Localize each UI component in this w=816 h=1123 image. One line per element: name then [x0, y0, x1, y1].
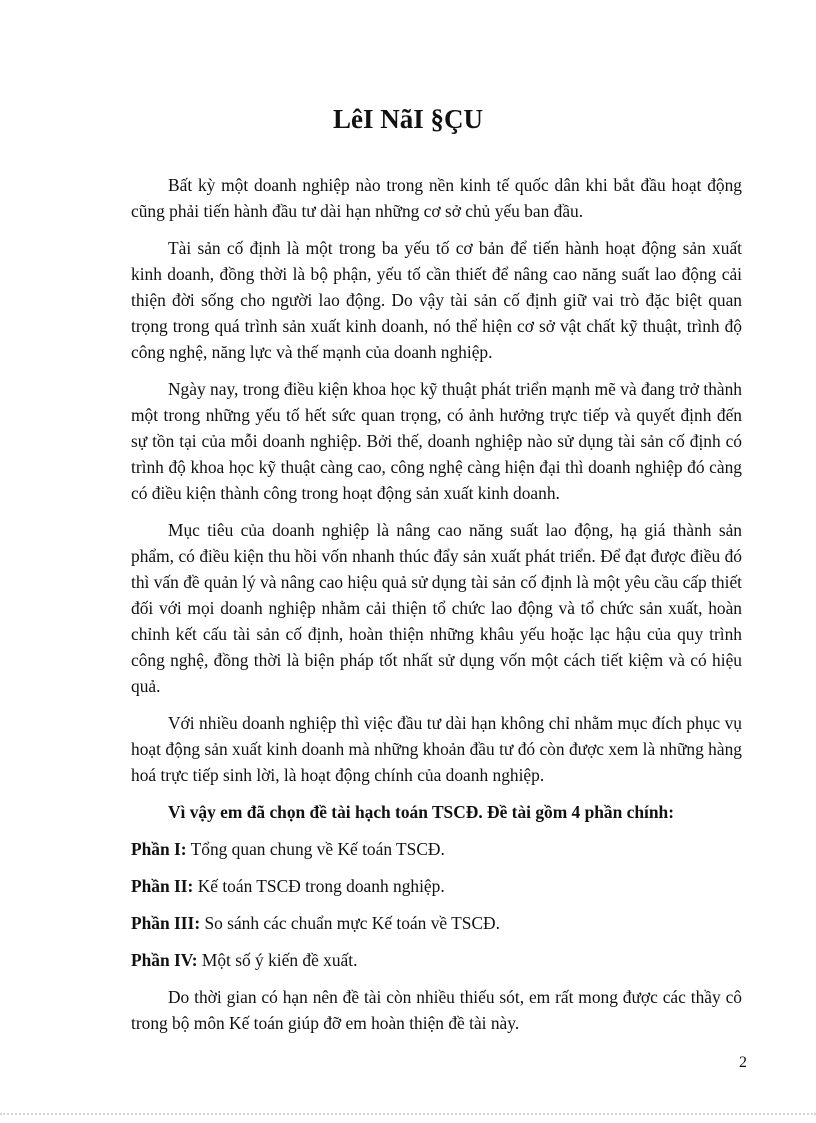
document-body: [131, 172, 742, 1047]
page-edge-divider: [0, 1113, 816, 1115]
part-label: Phần I:: [131, 839, 187, 859]
part-label: Phần II:: [131, 876, 194, 896]
paragraph-1: Bất kỳ một doanh nghiệp nào trong nền kinh tế quốc dân khi bắt đầu hoạt động cũng phải tiến hành đầu tư dài hạn những cơ sở chủ yếu ban đầu.: [131, 175, 742, 221]
paragraph-4: Mục tiêu của doanh nghiệp là nâng cao năng suất lao động, hạ giá thành sản phẩm, có điều kiện thu hồi vốn nhanh thúc đẩy sản xuất phát triển. Để đạt được điều đó thì vấn đề quản lý và nâng cao hiệu quả sử dụng tài sản cố định là một yêu cầu cấp thiết đối với mọi doanh nghiệp nhằm cải thiện tổ chức lao động và tổ chức sản xuất, hoàn chỉnh kết cấu tài sản cố định, hoàn thiện những khâu yếu hoặc lạc hậu của quy trình công nghệ, đồng thời là biện pháp tốt nhất sử dụng vốn một cách tiết kiệm và có hiệu quả.: [131, 520, 742, 696]
page-title: LêI NãI §ÇU: [332, 104, 483, 134]
paragraph-3: Ngày nay, trong điều kiện khoa học kỹ thuật phát triển mạnh mẽ và đang trở thành một trong những yếu tố hết sức quan trọng, có ảnh hưởng trực tiếp và quyết định đến sự tồn tại của mỗi doanh nghiệp. Bởi thế, doanh nghiệp nào sử dụng tài sản cố định có trình độ khoa học kỹ thuật càng cao, công nghệ càng hiện đại thì doanh nghiệp đó càng có điều kiện thành công trong hoạt động sản xuất kinh doanh.: [131, 379, 742, 503]
part-text: Một số ý kiến đề xuất.: [201, 950, 358, 970]
part-text: So sánh các chuẩn mực Kế toán về TSCĐ.: [204, 913, 500, 933]
part-item-1: [131, 836, 742, 862]
part-text: Kế toán TSCĐ trong doanh nghiệp.: [197, 876, 445, 896]
part-item-4: [131, 947, 742, 973]
paragraph-5: Với nhiều doanh nghiệp thì việc đầu tư dài hạn không chỉ nhằm mục đích phục vụ hoạt động sản xuất kinh doanh mà những khoản đầu tư đó còn được xem là những hàng hoá trực tiếp sinh lời, là hoạt động chính của doanh nghiệp.: [131, 713, 742, 785]
part-label: Phần III:: [131, 913, 201, 933]
page-number: 2: [739, 1054, 747, 1071]
part-text: Tổng quan chung về Kế toán TSCĐ.: [190, 839, 445, 859]
paragraph-2: Tài sản cố định là một trong ba yếu tố cơ bản để tiến hành hoạt động sản xuất kinh doanh, đồng thời là bộ phận, yếu tố cần thiết để nâng cao năng suất lao động cải thiện đời sống cho người lao động. Do vậy tài sản cố định giữ vai trò đặc biệt quan trọng trong quá trình sản xuất kinh doanh, nó thể hiện cơ sở vật chất kỹ thuật, trình độ công nghệ, năng lực và thế mạnh của doanh nghiệp.: [131, 238, 742, 362]
topic-statement: Vì vậy em đã chọn đề tài hạch toán TSCĐ. Đề tài gồm 4 phần chính:: [168, 802, 675, 822]
part-item-2: [131, 873, 742, 899]
part-item-3: [131, 910, 742, 936]
part-label: Phần IV:: [131, 950, 198, 970]
closing-paragraph: Do thời gian có hạn nên đề tài còn nhiều thiếu sót, em rất mong được các thầy cô trong bộ môn Kế toán giúp đỡ em hoàn thiện đề tài này.: [131, 987, 742, 1033]
